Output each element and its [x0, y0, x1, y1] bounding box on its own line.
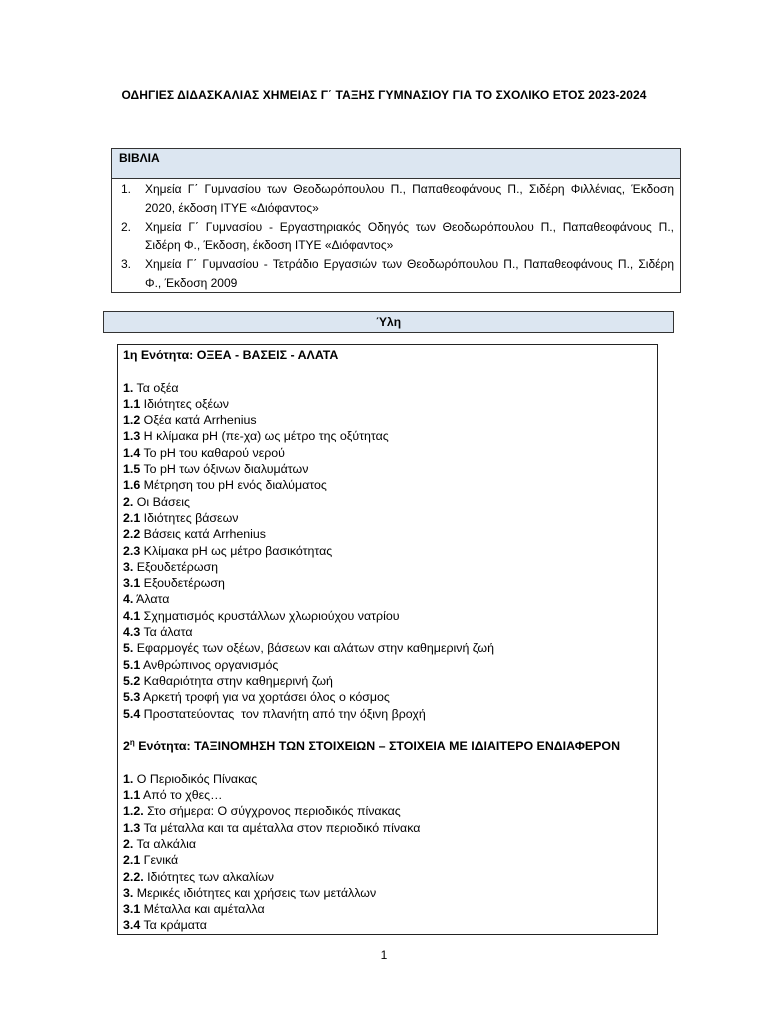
list-item-text: Από το χθες… — [140, 788, 223, 803]
list-item-number: 3.1 — [123, 902, 141, 917]
list-item-number: 3.1 — [123, 576, 141, 591]
unit-1-title: 1η Ενότητα: ΟΞΕΑ - ΒΑΣΕΙΣ - ΑΛΑΤΑ — [123, 348, 339, 362]
list-item-text: Εξουδετέρωση — [140, 576, 225, 591]
list-item-text: Το pH των όξινων διαλυμάτων — [140, 462, 309, 477]
list-item-text: Η κλίμακα pH (πε-χα) ως μέτρο της οξύτητας — [140, 429, 389, 444]
list-item-text: Χημεία Γ΄ Γυμνασίου - Τετράδιο Εργασιών των Θεοδωρόπουλου Π., Παπαθεοφάνους Π., Σιδέρη Φ., Έκδοση 2009 — [145, 257, 674, 290]
list-item-number: 5.2 — [123, 673, 141, 688]
list-item — [123, 543, 657, 559]
list-item — [123, 445, 657, 461]
list-item-text: Μερικές ιδιότητες και χρήσεις των μετάλλων — [133, 885, 377, 900]
document-title: ΟΔΗΓΙΕΣ ΔΙΔΑΣΚΑΛΙΑΣ ΧΗΜΕΙΑΣ Γ΄ ΤΑΞΗΣ ΓΥΜΝΑΣΙΟΥ ΓΙΑ ΤΟ ΣΧΟΛΙΚΟ ΕΤΟΣ 2023-2024 — [121, 88, 647, 102]
list-item-text: Τα οξέα — [133, 380, 179, 395]
list-item-text: Χημεία Γ΄ Γυμνασίου των Θεοδωρόπουλου Π., Παπαθεοφάνους Π., Σιδέρη Φιλλένιας, Έκδοση 2020, έκδοση ΙΤΥΕ «Διόφαντος» — [145, 182, 674, 215]
list-item-number: 1.4 — [123, 445, 141, 460]
list-item — [123, 657, 657, 673]
books-list — [112, 179, 680, 293]
list-item-text: Εφαρμογές των οξέων, βάσεων και αλάτων στην καθημερινή ζωή — [133, 641, 495, 656]
list-item-text: Τα κράματα — [140, 918, 207, 933]
unit-2-title-text: Ενότητα: ΤΑΞΙΝΟΜΗΣΗ ΤΩΝ ΣΤΟΙΧΕΙΩΝ – ΣΤΟΙΧΕΙΑ ΜΕ ΙΔΙΑΙΤΕΡΟ ΕΝΔΙΑΦΕΡΟΝ — [134, 739, 621, 754]
list-item-text: Καθαριότητα στην καθημερινή ζωή — [140, 673, 333, 688]
list-item-number: 1.1 — [123, 788, 141, 803]
list-item-number: 4.1 — [123, 608, 141, 623]
list-item-number: 2.2 — [123, 527, 141, 542]
list-item-number: 5. — [123, 641, 134, 656]
list-item — [123, 608, 657, 624]
list-item — [123, 526, 657, 542]
list-item-text: Ιδιότητες βάσεων — [140, 510, 239, 525]
list-item — [123, 640, 657, 656]
list-item-number: 1.2 — [123, 413, 141, 428]
list-item-text: Προστατεύοντας τον πλανήτη από την όξινη βροχή — [140, 706, 426, 721]
list-item-number: 1. — [121, 182, 132, 196]
list-item-number: 2.1 — [123, 853, 141, 868]
list-item-number: 1. — [123, 771, 134, 786]
list-item — [123, 771, 657, 787]
list-item-text: Αρκετή τροφή για να χορτάσει όλος ο κόσμος — [140, 690, 390, 705]
list-item — [121, 255, 674, 293]
unit-2-title-superscript: η — [129, 738, 135, 747]
spacer — [123, 363, 657, 379]
list-item — [123, 591, 657, 607]
list-item-number: 1.6 — [123, 478, 141, 493]
list-item-number: 2.2. — [123, 869, 144, 884]
list-item-number: 5.3 — [123, 690, 141, 705]
list-item-text: Οι Βάσεις — [133, 494, 190, 509]
list-item-text: Μέτρηση του pH ενός διαλύματος — [140, 478, 327, 493]
list-item-number: 2.3 — [123, 543, 141, 558]
list-item-text: Στο σήμερα: Ο σύγχρονος περιοδικός πίνακας — [143, 804, 401, 819]
list-item — [123, 510, 657, 526]
list-item-text: Γενικά — [140, 853, 179, 868]
spacer — [123, 754, 657, 770]
list-item-number: 3. — [123, 885, 134, 900]
list-item-number: 3.4 — [123, 918, 141, 933]
material-content — [117, 344, 658, 935]
list-item-text: Οξέα κατά Arrhenius — [140, 413, 257, 428]
list-item-number: 3. — [123, 559, 134, 574]
unit-1-list — [123, 380, 657, 722]
list-item — [123, 885, 657, 901]
list-item-number: 5.1 — [123, 657, 141, 672]
list-item — [121, 180, 674, 218]
list-item — [123, 869, 657, 885]
list-item — [123, 380, 657, 396]
list-item-text: Ο Περιοδικός Πίνακας — [133, 771, 258, 786]
list-item-number: 2. — [123, 836, 134, 851]
list-item — [123, 706, 657, 722]
list-item-text: Κλίμακα pH ως μέτρο βασικότητας — [140, 543, 333, 558]
unit-2-list — [123, 771, 657, 934]
list-item-text: Τα μέταλλα και τα αμέταλλα στον περιοδικό πίνακα — [140, 820, 421, 835]
books-table — [111, 148, 681, 293]
list-item — [123, 820, 657, 836]
list-item — [123, 575, 657, 591]
list-item — [123, 689, 657, 705]
list-item-text: Ιδιότητες οξέων — [140, 396, 229, 411]
list-item — [123, 412, 657, 428]
list-item-number: 4.3 — [123, 625, 141, 640]
list-item-number: 1.2. — [123, 804, 144, 819]
list-item-number: 2.1 — [123, 510, 141, 525]
list-item-number: 1.1 — [123, 396, 141, 411]
list-item-text: Άλατα — [133, 592, 170, 607]
list-item-number: 1.5 — [123, 462, 141, 477]
list-item-number: 5.4 — [123, 706, 141, 721]
list-item — [123, 559, 657, 575]
list-item — [123, 836, 657, 852]
list-item-number: 2. — [121, 219, 132, 234]
list-item-number: 4. — [123, 592, 134, 607]
list-item-text: Ανθρώπινος οργανισμός — [140, 657, 279, 672]
list-item — [123, 396, 657, 412]
list-item-text: Βάσεις κατά Arrhenius — [140, 527, 267, 542]
list-item-number: 1.3 — [123, 820, 141, 835]
list-item-text: Χημεία Γ΄ Γυμνασίου - Εργαστηριακός Οδηγός των Θεοδωρόπουλου Π., Παπαθεοφάνους Π., Σιδέρη Φ., Έκδοση, έκδοση ΙΤΥΕ «Διόφαντος» — [145, 219, 674, 253]
books-header: ΒΙΒΛΙΑ — [112, 149, 680, 179]
list-item — [123, 787, 657, 803]
list-item — [123, 673, 657, 689]
list-item-text: Τα αλκάλια — [133, 836, 197, 851]
list-item — [123, 624, 657, 640]
list-item — [123, 852, 657, 868]
list-item-number: 3. — [121, 257, 132, 272]
list-item — [123, 494, 657, 510]
list-item — [123, 461, 657, 477]
list-item-text: Εξουδετέρωση — [133, 559, 219, 574]
list-item — [121, 218, 674, 256]
list-item — [123, 428, 657, 444]
unit-2-title-number: 2 — [123, 739, 130, 754]
list-item — [123, 803, 657, 819]
list-item — [123, 477, 657, 493]
list-item — [123, 917, 657, 933]
list-item-text: Το pH του καθαρού νερού — [140, 445, 285, 460]
material-header: Ύλη — [103, 311, 674, 333]
page-number: 1 — [380, 948, 388, 962]
list-item-text: Τα άλατα — [140, 625, 193, 640]
list-item-number: 1. — [123, 380, 134, 395]
list-item-text: Σχηματισμός κρυστάλλων χλωριούχου νατρίου — [140, 608, 400, 623]
list-item-text: Μέταλλα και αμέταλλα — [140, 902, 265, 917]
spacer — [123, 722, 657, 738]
unit-2-title — [123, 738, 657, 754]
list-item-text: Ιδιότητες των αλκαλίων — [143, 869, 274, 884]
list-item-number: 2. — [123, 494, 134, 509]
list-item-number: 1.3 — [123, 429, 141, 444]
list-item — [123, 901, 657, 917]
